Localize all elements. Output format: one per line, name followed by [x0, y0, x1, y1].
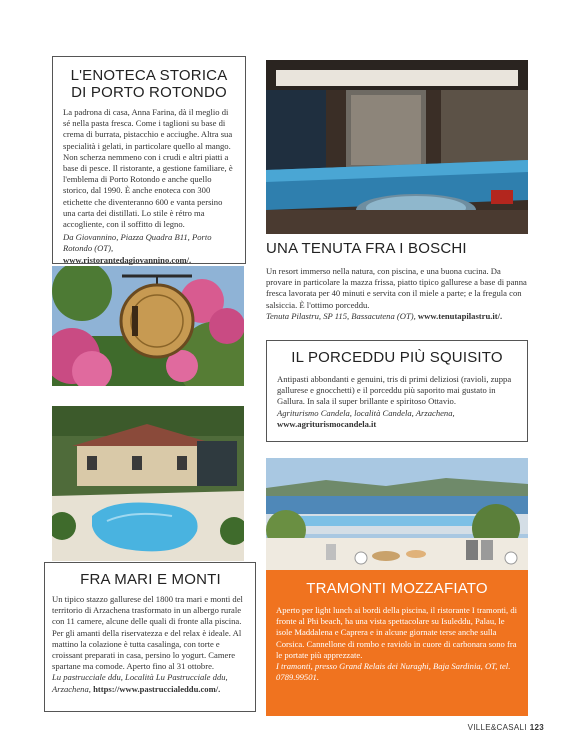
enoteca-article [52, 56, 246, 264]
enoteca-title-line2: DI PORTO ROTONDO [71, 84, 227, 101]
porceddu-article [266, 340, 528, 442]
enoteca-body [63, 107, 235, 266]
tenuta-article [266, 240, 528, 322]
tenuta-url[interactable]: www.tenutapilastru.it/. [417, 310, 503, 321]
mari-credit: Lu pastrucciale ddu, Località Lu Pastrucciale ddu, Arzachena, [52, 672, 228, 694]
photo-stazzo-pool [52, 406, 244, 561]
tenuta-title: UNA TENUTA FRA I BOSCHI [266, 240, 467, 257]
tenuta-body [266, 266, 528, 322]
mari-url[interactable]: https://www.pastruccialeddu.com/. [93, 683, 221, 694]
photo-terrace-sea [266, 458, 528, 570]
mari-article [44, 562, 256, 712]
mari-text: Un tipico stazzo gallurese del 1800 tra mari e monti del territorio di Arzachena trasformato in un albergo rurale con 11 camere, alcune delle quali di fronte alla piscina. Per gli amanti della riservatezza e del relax è ideale. Al mattino la colazione è tutta casalinga, con torte e croissant preparati in casa, persino lo yogurt. Camere spartane ma comode. Aperto fino al 31 ottobre. [52, 594, 243, 672]
porceddu-body [277, 374, 517, 430]
mari-body [52, 594, 249, 695]
enoteca-url[interactable]: www.ristorantedagiovannino.com/. [63, 254, 192, 265]
tenuta-credit: Tenuta Pilastru, SP 115, Bassacutena (OT), [266, 310, 416, 321]
enoteca-title [63, 67, 235, 101]
tramonti-article [266, 570, 528, 716]
tenuta-text: Un resort immerso nella natura, con piscina, e una buona cucina. Da provare in particolare la mazza frissa, piatto tipico gallurese a base di panna fresca lavorata per 40 minuti e servita con il miele a parte; e la fregula con salsiccia. È l'ottimo porceddu. [266, 266, 527, 310]
tramonti-title: TRAMONTI MOZZAFIATO [306, 580, 488, 597]
tramonti-body [276, 605, 518, 683]
tramonti-credit: I tramonti, presso Grand Relais dei Nuraghi, Baja Sardinia, OT, tel. 0789.99501. [276, 661, 511, 683]
enoteca-title-line1: L'ENOTECA STORICA [70, 67, 228, 84]
page-number: 123 [529, 723, 544, 732]
tramonti-text: Aperto per light lunch ai bordi della piscina, il ristorante I tramonti, di fronte al Phi beach, ha una vista spettacolare su Isuleddu, Palau, le isole Maddalena e Caprera e in alcune giornate terse anche sulla Corsica. Cannellone di rombo e raviolo in cuore di carbonara sono fra le portate più apprezzate. [276, 605, 518, 660]
enoteca-text: La padrona di casa, Anna Farina, dà il meglio di sé nella pasta fresca. Come i taglioni su base di crema di burrata, pistacchio e acciughe. Altra sua specialità i gelati, in particolare quello al mango. Non scherza nemmeno con i crudi e altri piatti a base di pesce. Il ristorante, a gestione familiare, è l'emblema di Porto Rotondo e anche quello storico, dal 1990. È anche enoteca con 300 etichette che diventeranno 600 e vanta persino una carta dei distillati. Lo stile è rétro ma accogliente, con il soffitto di legno. [63, 107, 233, 230]
page-footer [468, 723, 544, 732]
porceddu-url[interactable]: www.agriturismocandela.it [277, 418, 377, 429]
porceddu-credit: Agriturismo Candela, località Candela, Arzachena, [277, 407, 455, 418]
photo-indoor-pool [266, 60, 528, 234]
porceddu-text: Antipasti abbondanti e genuini, tris di primi deliziosi (ravioli, zuppa gallurese e gnocchetti) e il porceddu più saporito mai gustato in Gallura. In sala il super brillante e spiritoso Ottavio. [277, 374, 512, 407]
mari-title: FRA MARI E MONTI [80, 571, 221, 588]
porceddu-title: IL PORCEDDU PIÙ SQUISITO [291, 349, 503, 366]
enoteca-credit: Da Giovannino, Piazza Quadra B11, Porto Rotondo (OT), [63, 232, 212, 254]
magazine-name: VILLE&CASALI [467, 723, 527, 732]
photo-restaurant-sign [52, 266, 244, 386]
